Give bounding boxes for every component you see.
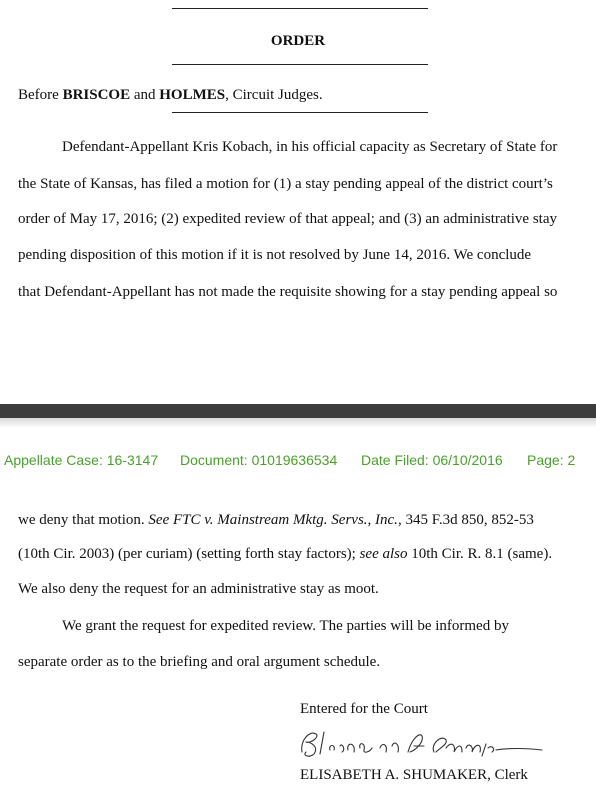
clerk-signature bbox=[296, 722, 546, 762]
p2-line-2 bbox=[18, 545, 586, 563]
body-line-1: Defendant-Appellant Kris Kobach, in his official capacity as Secretary of State for bbox=[62, 139, 558, 155]
before-and: and bbox=[130, 87, 160, 103]
top-rule bbox=[172, 8, 428, 9]
judge-briscoe: BRISCOE bbox=[62, 87, 131, 103]
case-number: Appellate Case: 16-3147 bbox=[4, 452, 159, 468]
p2-line-5: separate order as to the briefing and oral argument schedule. bbox=[18, 654, 381, 670]
p2-line-3: We also deny the request for an administrative stay as moot. bbox=[18, 581, 379, 597]
before-suffix: , Circuit Judges. bbox=[225, 87, 323, 103]
body-line-4: pending disposition of this motion if it is not resolved by June 14, 2016. We conclude bbox=[18, 247, 532, 263]
document-number: Document: 01019636534 bbox=[180, 452, 338, 468]
body-line-2: the State of Kansas, has filed a motion for (1) a stay pending appeal of the district court’s bbox=[18, 176, 553, 192]
p2-line-1 bbox=[18, 511, 586, 529]
p2-line-2a: (10th Cir. 2003) (per curiam) (setting forth stay factors); bbox=[18, 546, 360, 562]
case-citation: See FTC v. Mainstream Mktg. Servs., Inc. bbox=[148, 512, 398, 528]
page-break-shadow bbox=[0, 418, 596, 428]
p2-line-4: We grant the request for expedited review. The parties will be informed by bbox=[62, 618, 509, 634]
body-line-3: order of May 17, 2016; (2) expedited review of that appeal; and (3) an administrative stay bbox=[18, 211, 557, 227]
p2-line-1b: , 345 F.3d 850, 852-53 bbox=[397, 512, 534, 528]
panel-rule bbox=[172, 112, 428, 113]
order-title: ORDER bbox=[270, 33, 326, 49]
page-number: Page: 2 bbox=[527, 452, 576, 468]
panel-line bbox=[18, 86, 586, 104]
body-line-5: that Defendant-Appellant has not made the requisite showing for a stay pending appeal so bbox=[18, 284, 558, 300]
page-break bbox=[0, 404, 596, 418]
judge-holmes: HOLMES bbox=[159, 87, 226, 103]
clerk-name: ELISABETH A. SHUMAKER, Clerk bbox=[300, 767, 528, 783]
before-prefix: Before bbox=[18, 87, 63, 103]
see-also: see also bbox=[359, 546, 408, 562]
title-rule bbox=[172, 64, 428, 65]
entered-for-court: Entered for the Court bbox=[300, 701, 428, 717]
p2-line-2b: 10th Cir. R. 8.1 (same). bbox=[407, 546, 553, 562]
date-filed: Date Filed: 06/10/2016 bbox=[361, 452, 503, 468]
p2-line-1a: we deny that motion. bbox=[18, 512, 149, 528]
